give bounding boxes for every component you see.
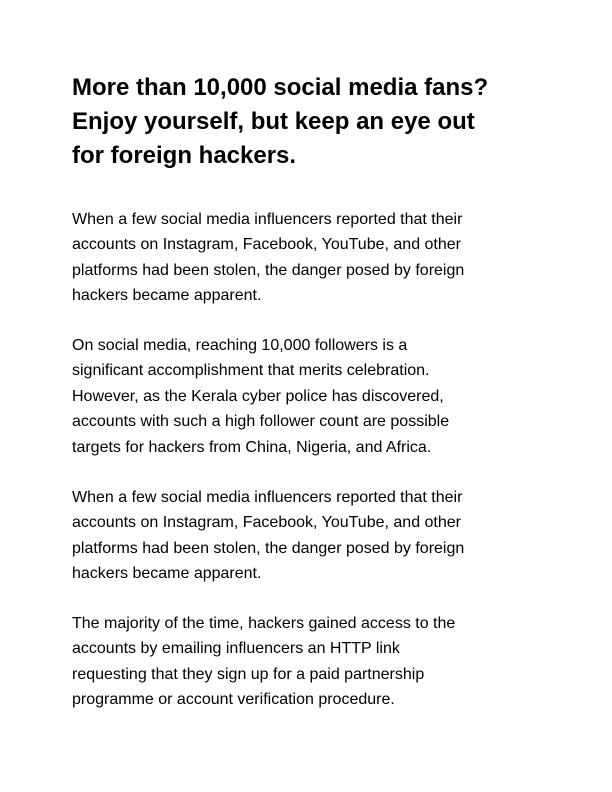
paragraph-1 — [72, 207, 552, 309]
paragraph-line: accounts on Instagram, Facebook, YouTube, and other — [72, 514, 461, 532]
title-line: for foreign hackers. — [72, 142, 297, 169]
paragraph-3 — [72, 485, 552, 587]
paragraph-line: hackers became apparent. — [72, 287, 262, 305]
paragraph-line: targets for hackers from China, Nigeria, and Africa. — [72, 438, 432, 456]
page-title — [72, 71, 552, 173]
paragraph-line: On social media, reaching 10,000 followers is a — [72, 337, 408, 354]
paragraph-line: accounts by emailing influencers an HTTP link — [72, 640, 400, 658]
paragraph-line: accounts with such a high follower count are possible — [72, 413, 450, 431]
paragraph-line: platforms had been stolen, the danger posed by foreign — [72, 539, 465, 557]
title-line: Enjoy yourself, but keep an eye out — [72, 108, 475, 135]
paragraph-line: The majority of the time, hackers gained access to the — [72, 615, 456, 632]
paragraph-4 — [72, 611, 552, 713]
paragraph-line: programme or account verification procedure. — [72, 691, 395, 709]
paragraph-line: When a few social media influencers reported that their — [72, 211, 463, 228]
paragraph-line: However, as the Kerala cyber police has discovered, — [72, 387, 444, 405]
paragraph-line: hackers became apparent. — [72, 565, 262, 583]
title-line: More than 10,000 social media fans? — [72, 74, 489, 101]
paragraph-line: platforms had been stolen, the danger posed by foreign — [72, 261, 465, 279]
paragraph-line: significant accomplishment that merits celebration. — [72, 362, 430, 380]
paragraph-2 — [72, 333, 552, 460]
paragraph-line: When a few social media influencers reported that their — [72, 489, 463, 506]
paragraph-line: accounts on Instagram, Facebook, YouTube, and other — [72, 236, 461, 254]
paragraph-line: requesting that they sign up for a paid partnership — [72, 665, 425, 683]
